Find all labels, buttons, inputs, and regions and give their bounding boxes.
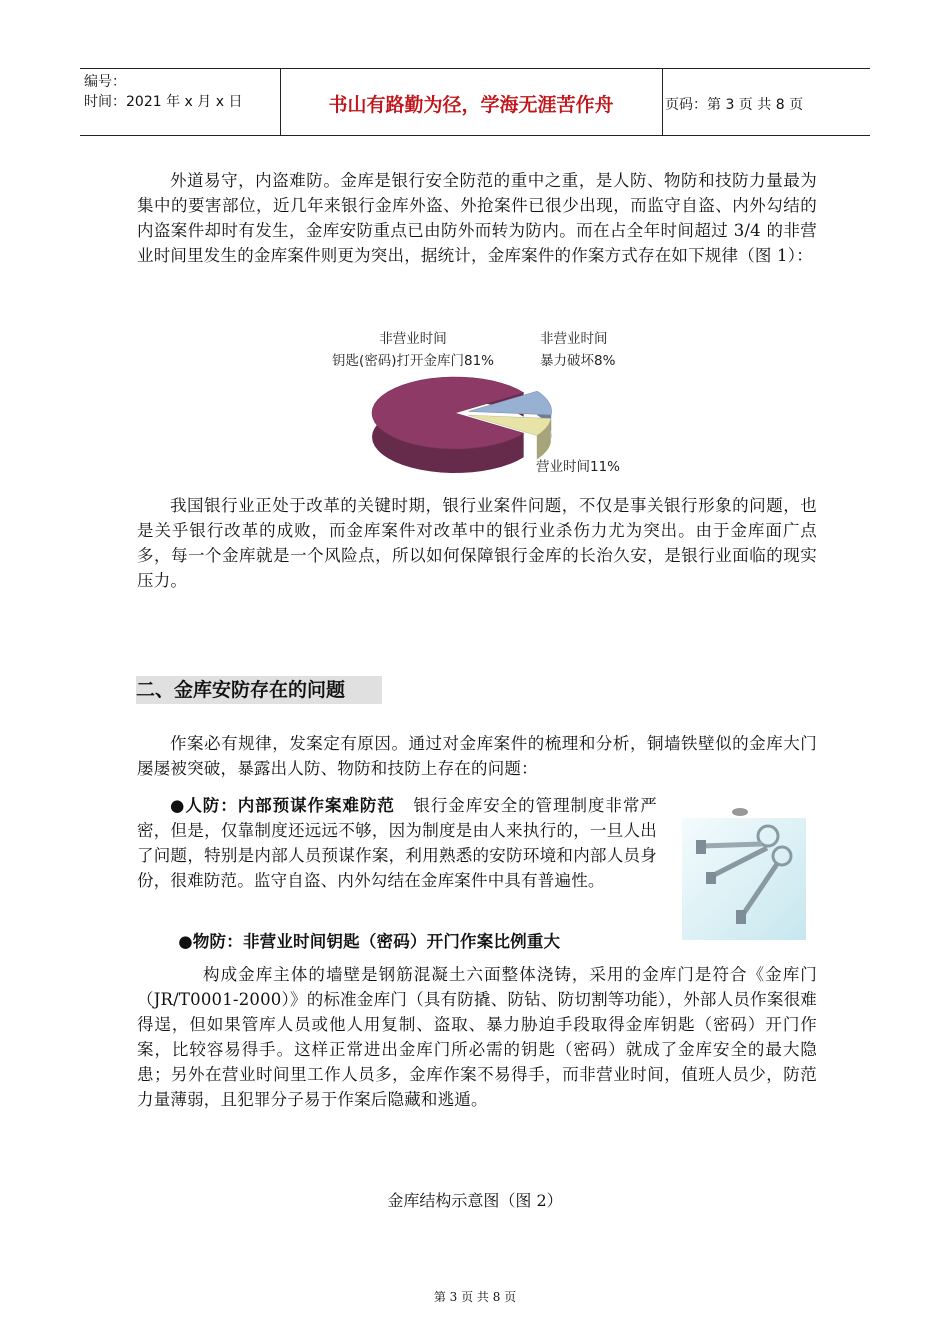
paragraph-structure: 构成金库主体的墙壁是钢筋混凝土六面整体浇铸，采用的金库门是符合《金库门（JR/T0001-2000）》的标准金库门（具有防撬、防钻、防切割等功能），外部人员作案很难得逞，但如果管库人员或他人用复制、盗取、暴力胁迫手段取得金库钥匙（密码）开门作案，比较容易得手。这样正常进出金库门所必需的钥匙（密码）就成了金库安全的最大隐患；另外在营业时间里工作人员多，金库作案不易得手，而非营业时间，值班人员少，防范力量薄弱，且犯罪分子易于作案后隐藏和逃遁。	[137, 965, 817, 1109]
pie-label-business-line1: 营业时间11%	[536, 459, 621, 475]
pie-chart	[300, 318, 660, 488]
pie-label-keys-line1: 非营业时间	[379, 331, 447, 347]
keys-image	[682, 806, 806, 940]
item-personnel-text: 度非常严密，但是，仅靠制度还远远不够，因为制度是由人来执行的，一旦人出了问题，特别是内部人员预谋作案，利用熟悉的安防环境和内部人员身份，很难防范。监守自盗、内外勾结在金库案件中具有普遍性。	[137, 796, 657, 890]
header-divider-right	[662, 68, 663, 136]
pie-label-violence-line2: 暴力破坏8%	[540, 353, 616, 369]
keys-illustration	[682, 806, 806, 940]
item-personnel	[137, 793, 657, 893]
header-bottom-border	[80, 135, 870, 136]
figure-caption: 金库结构示意图（图 2）	[387, 1191, 563, 1210]
date-label: 时间：2021 年 x 月 x 日	[84, 94, 243, 110]
item-physical-title: 物防：非营业时间钥匙（密码）开门作案比例重大	[192, 932, 561, 951]
item-personnel-text-line1: 银行金库安全的管理制	[413, 796, 588, 815]
item-personnel-bullet: ●	[170, 796, 186, 815]
header-page-info: 页码：第 3 页 共 8 页	[665, 97, 804, 113]
header-motto: 书山有路勤为径，学海无涯苦作舟	[328, 94, 614, 116]
header-top-border	[80, 68, 870, 69]
pie-label-violence-line1: 非营业时间	[540, 331, 608, 347]
pie-label-business	[536, 456, 620, 478]
section-heading: 二、金库安防存在的问题	[136, 676, 382, 704]
header-meta	[84, 72, 242, 112]
page-footer: 第 3 页 共 8 页	[433, 1290, 517, 1304]
page-header	[80, 68, 870, 136]
pie-label-violence	[540, 328, 615, 372]
pie-label-keys	[318, 328, 508, 372]
pie-label-keys-line2: 钥匙(密码)打开金库门81%	[331, 353, 495, 369]
item-physical	[137, 929, 817, 954]
paragraph-patterns: 作案必有规律，发案定有原因。通过对金库案件的梳理和分析，铜墙铁壁似的金库大门屡屡被突破，暴露出人防、物防和技防上存在的问题：	[137, 734, 817, 778]
paragraph-reform: 我国银行业正处于改革的关键时期，银行业案件问题，不仅是事关银行形象的问题，也是关乎银行改革的成败，而金库案件对改革中的银行业杀伤力尤为突出。由于金库面广点多，每一个金库就是一个风险点，所以如何保障银行金库的长治久安，是银行业面临的现实压力。	[137, 496, 817, 590]
item-physical-bullet: ●	[178, 932, 193, 951]
item-personnel-title: 人防：内部预谋作案难防范	[185, 796, 395, 815]
number-label: 编号：	[84, 74, 126, 90]
intro-paragraph: 外道易守，内盗难防。金库是银行安全防范的重中之重，是人防、物防和技防力量最为集中的要害部位，近几年来银行金库外盗、外抢案件已很少出现，而监守自盗、内外勾结的内盗案件却时有发生，金库安防重点已由防外而转为防内。而在占全年时间超过 3/4 的非营业时间里发生的金库案件则更为突出，据统计，金库案件的作案方式存在如下规律（图 1）：	[137, 171, 817, 265]
